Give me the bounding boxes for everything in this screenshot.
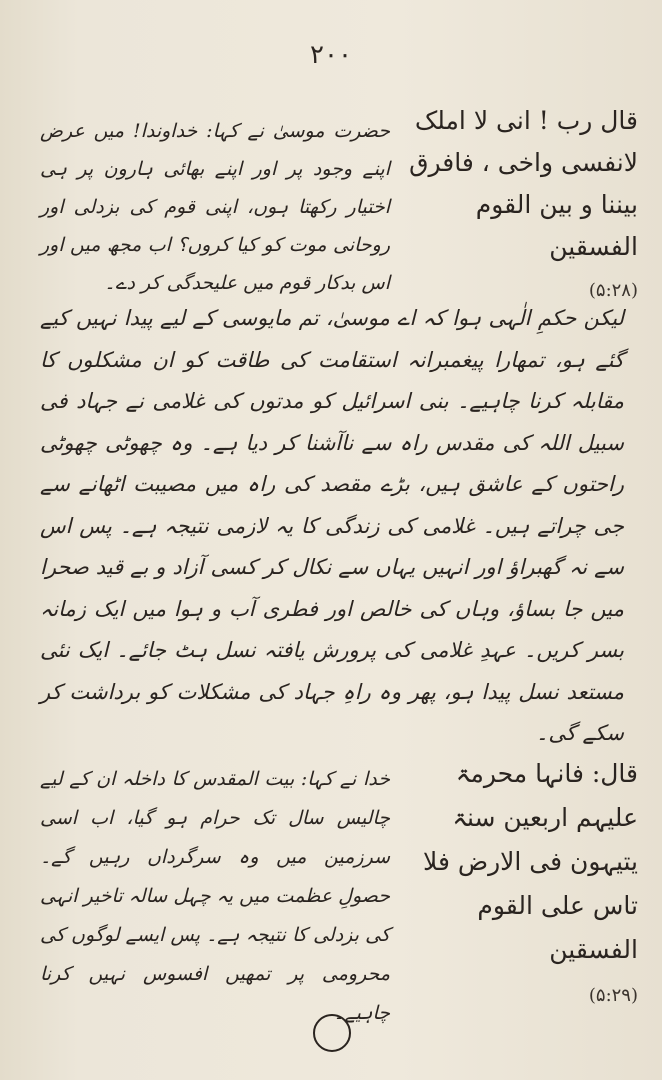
page-number: ۲۰۰	[310, 40, 352, 70]
arabic-verse-block	[408, 752, 638, 1018]
urdu-translation: خدا نے کہا: بیت المقدس کا داخلہ ان کے لیے چالیس سال تک حرام ہو گیا، اب اسی سرزمین میں وہ سرگرداں رہیں گے۔ حصولِ عظمت میں یہ چہل سالہ تاخیر انہی کی بزدلی کا نتیجہ ہے۔ پس ایسے لوگوں کی محرومی پر تمھیں افسوس نہیں کرنا چاہیے۔	[40, 768, 390, 1024]
circle-mark-icon	[313, 1014, 351, 1052]
verse-reference: (۵:۲۹)	[588, 985, 638, 1006]
urdu-translation: حضرت موسیٰ نے کہا: خداوندا! میں عرض اپنے وجود پر اور اپنے بھائی ہارون پر ہی اختیار رکھتا ہوں، اپنی قوم کی بزدلی اور روحانی موت کو کیا کروں؟ اب مجھ میں اور اس بدکار قوم میں علیحدگی کر دے۔	[40, 120, 390, 294]
arabic-verse-text: قال: فانہا محرمۃ علیہم اربعین سنۃ یتیہون فی الارض فلا تاس علی القوم الفسقین	[423, 759, 638, 964]
arabic-verse-block	[408, 100, 638, 312]
commentary-paragraph: لیکن حکمِ الٰہی ہوا کہ اے موسیٰ، تم مایوسی کے لیے پیدا نہیں کیے گئے ہو، تمھارا پیغمبرانہ استقامت کی طاقت کو ان مشکلوں کا مقابلہ کرنا چاہیے۔ بنی اسرائیل کو مدتوں کی غلامی نے جہاد فی سبیل اللہ کی مقدس راہ سے ناآشنا کر دیا ہے۔ وہ چھوٹی چھوٹی راحتوں کے عاشق ہیں، بڑے مقصد کی راہ میں مصیبت اٹھانے سے جی چراتے ہیں۔ غلامی کی زندگی کا یہ لازمی نتیجہ ہے۔ پس اس سے نہ گھبراؤ اور انہیں یہاں سے نکال کر کسی آزاد و بے قید صحرا میں جا بساؤ، وہاں کی خالص اور فطری آب و ہوا میں ایک زمانہ بسر کریں۔ عہدِ غلامی کی پرورش یافتہ نسل ہٹ جائے۔ ایک نئی مستعد نسل پیدا ہو، پھر وہ راہِ جہاد کی مشکلات کو برداشت کر سکے گی۔	[40, 306, 624, 745]
verse-reference: (۵:۲۸)	[588, 280, 638, 301]
arabic-verse-text: قال رب ! انی لا املک لانفسی واخی ، فافرق بیننا و بین القوم الفسقین	[409, 106, 638, 261]
